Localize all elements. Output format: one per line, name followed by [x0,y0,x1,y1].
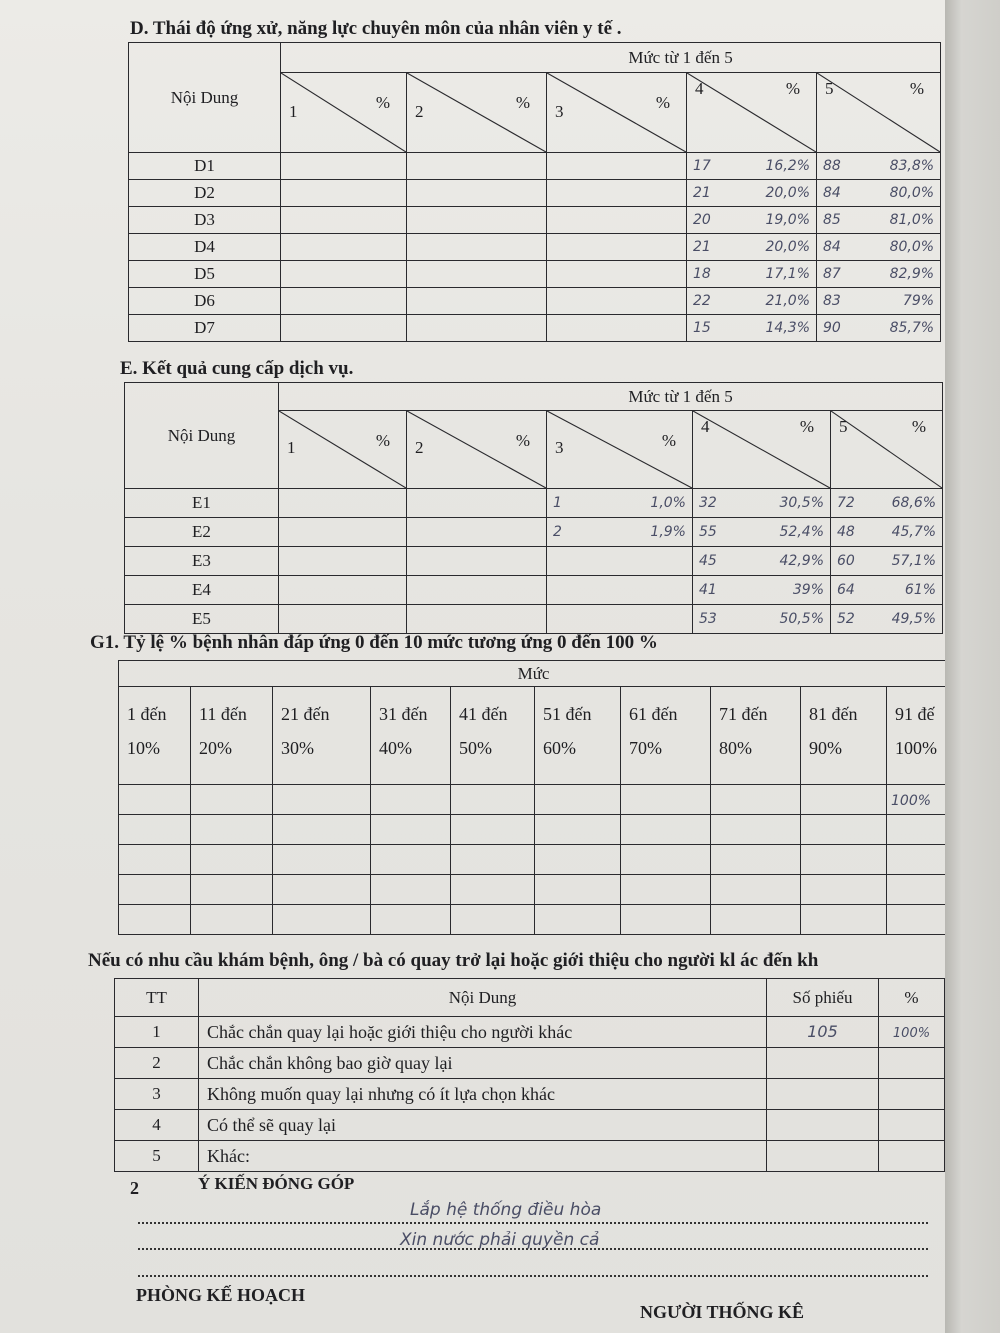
g1-range-top: 61 đến [629,704,678,724]
g1-cell [801,785,887,815]
return-row-text: Có thể sẽ quay lại [199,1110,767,1141]
d-row-label: D3 [129,207,281,234]
e-row [125,605,943,634]
g1-cell [621,785,711,815]
e-cell-5-percent: 68,6% [891,495,937,511]
return-row-tt: 4 [115,1110,199,1141]
e-cell-4-percent: 42,9% [779,553,824,569]
d-cell-4 [687,207,817,234]
g1-range-header [191,687,273,785]
d-row [129,315,941,342]
g1-cell [119,785,191,815]
g1-range-top: 31 đến [379,704,428,724]
e-cell-4-count: 53 [699,611,717,627]
e-cell-2 [407,489,547,518]
g1-range-bottom: 20% [199,738,232,758]
d-row [129,180,941,207]
e-cell-3 [547,489,693,518]
d-cell-5-count: 84 [823,185,841,201]
e-row [125,518,943,547]
g1-cell [801,875,887,905]
e-level-5-header: 5 % [831,411,943,489]
d-cell-5 [817,153,941,180]
d-cell-4 [687,288,817,315]
d-cell-5-percent: 79% [902,293,935,309]
return-row-pct [879,1110,945,1141]
return-row [115,1048,945,1079]
g1-cell [191,905,273,935]
g1-row [119,875,946,905]
g1-range-bottom: 10% [127,738,160,758]
e-cell-3 [547,518,693,547]
d-level-1-header: 1 % [281,73,407,153]
e-cell-4-percent: 52,4% [779,524,824,540]
return-row-tt: 3 [115,1079,199,1110]
d-cell-4-percent: 21,0% [765,293,810,309]
d-cell-4-percent: 19,0% [765,212,810,228]
g1-cell [621,815,711,845]
d-row-label: D5 [129,261,281,288]
e-cell-2 [407,605,547,634]
d-cell-5-percent: 80,0% [889,185,935,201]
e-row [125,547,943,576]
d-row-label: D2 [129,180,281,207]
e-cell-5 [831,489,943,518]
d-cell-1 [281,234,407,261]
return-row-tt: 1 [115,1017,199,1048]
g1-cell [191,845,273,875]
page-edge [945,0,1000,1333]
d-cell-2 [407,180,547,207]
g1-cell [273,905,371,935]
d-cell-5-percent: 83,8% [889,158,935,174]
g1-cell [273,785,371,815]
feedback-dotted-line-1 [138,1222,928,1224]
d-cell-1 [281,261,407,288]
d-cell-5 [817,207,941,234]
d-cell-5-percent: 82,9% [889,266,935,282]
d-cell-5-percent: 85,7% [889,320,935,336]
d-cell-4-percent: 16,2% [765,158,810,174]
return-row-tt: 5 [115,1141,199,1172]
d-scale-header: Mức từ 1 đến 5 [281,43,941,73]
e-cell-1 [279,605,407,634]
e-cell-4-percent: 50,5% [779,611,824,627]
e-row-label: E1 [125,489,279,518]
g1-cell [887,905,946,935]
g1-range-header [119,687,191,785]
d-cell-1 [281,207,407,234]
d-cell-3 [547,315,687,342]
e-cell-2 [407,576,547,605]
g1-row [119,785,946,815]
g1-range-top: 51 đến [543,704,592,724]
d-cell-4 [687,234,817,261]
d-cell-5-count: 84 [823,239,841,255]
return-row-count [767,1017,879,1048]
g1-range-bottom: 60% [543,738,576,758]
g1-cell [801,845,887,875]
d-level-2-header: 2 % [407,73,547,153]
d-cell-4-percent: 17,1% [765,266,810,282]
g1-range-bottom: 30% [281,738,314,758]
g1-range-top: 81 đến [809,704,858,724]
e-cell-4-count: 32 [699,495,717,511]
e-cell-4 [693,547,831,576]
e-row-label: E4 [125,576,279,605]
g1-range-bottom: 80% [719,738,752,758]
g1-row [119,905,946,935]
g1-cell [119,845,191,875]
d-cell-2 [407,234,547,261]
d-cell-5 [817,261,941,288]
g1-cell [711,905,801,935]
d-cell-3 [547,288,687,315]
g1-cell [621,875,711,905]
g1-cell [451,905,535,935]
d-cell-4-percent: 20,0% [765,239,810,255]
footer-planning-dept: PHÒNG KẾ HOẠCH [136,1285,306,1305]
g1-cell [711,845,801,875]
g1-cell [191,785,273,815]
d-row-label: D6 [129,288,281,315]
e-level-2-header: 2 % [407,411,547,489]
return-row-count-value: 105 [807,1022,838,1041]
e-cell-5-count: 60 [837,553,855,569]
d-cell-3 [547,153,687,180]
d-cell-2 [407,288,547,315]
g1-range-bottom: 50% [459,738,492,758]
e-cell-3-percent: 1,0% [650,495,686,511]
g1-cell [451,785,535,815]
d-row [129,234,941,261]
return-row-pct [879,1079,945,1110]
d-cell-3 [547,180,687,207]
e-cell-5 [831,518,943,547]
d-cell-3 [547,234,687,261]
g1-cell [191,815,273,845]
g1-cell [887,845,946,875]
d-cell-4-count: 20 [693,212,711,228]
d-cell-4 [687,315,817,342]
section-d-title: D. Thái độ ứng xử, năng lực chuyên môn của nhân viên y tế . [130,18,622,39]
d-cell-1 [281,153,407,180]
e-row [125,489,943,518]
d-cell-3 [547,261,687,288]
e-cell-4-percent: 30,5% [779,495,824,511]
return-row-count [767,1110,879,1141]
feedback-title: Ý KIẾN ĐÓNG GÓP [198,1174,355,1193]
d-cell-4 [687,153,817,180]
g1-cell [801,905,887,935]
g1-row [119,845,946,875]
e-row-label: E3 [125,547,279,576]
e-cell-5-count: 48 [837,524,855,540]
g1-cell [451,815,535,845]
g1-cell [711,815,801,845]
g1-cell [801,815,887,845]
d-cell-5 [817,288,941,315]
d-cell-5-percent: 80,0% [889,239,935,255]
d-cell-5-count: 85 [823,212,841,228]
return-row-count [767,1079,879,1110]
g1-cell [371,845,451,875]
return-row-pct-value: 100% [892,1026,931,1041]
return-tt-header: TT [115,979,199,1017]
g1-cell [535,875,621,905]
g1-cell [119,875,191,905]
e-level-1-header: 1 % [279,411,407,489]
d-cell-5-count: 83 [823,293,841,309]
e-cell-4-count: 41 [699,582,717,598]
d-cell-5 [817,234,941,261]
d-cell-5-count: 87 [823,266,841,282]
g1-cell [535,845,621,875]
d-row [129,153,941,180]
e-cell-5-count: 64 [837,582,855,598]
e-cell-4-count: 55 [699,524,717,540]
g1-cell [191,875,273,905]
e-cell-1 [279,518,407,547]
return-count-header: Số phiếu [767,979,879,1017]
return-row-pct [879,1017,945,1048]
g1-cell [887,875,946,905]
d-cell-1 [281,315,407,342]
g1-cell [535,815,621,845]
d-cell-4-count: 22 [693,293,711,309]
g1-cell [711,875,801,905]
section-return-table [114,978,945,1172]
g1-range-header [887,687,946,785]
d-cell-2 [407,207,547,234]
e-row-label: E5 [125,605,279,634]
e-cell-5 [831,576,943,605]
e-cell-3 [547,576,693,605]
g1-cell [535,785,621,815]
footer-statistician: NGƯỜI THỐNG KÊ [640,1302,805,1322]
e-cell-4 [693,605,831,634]
e-cell-5 [831,547,943,576]
d-cell-4 [687,180,817,207]
g1-range-top: 41 đến [459,704,508,724]
e-cell-3 [547,605,693,634]
e-cell-1 [279,547,407,576]
d-cell-4-percent: 14,3% [765,320,810,336]
g1-range-header [621,687,711,785]
d-cell-2 [407,261,547,288]
g1-cell [371,785,451,815]
d-content-header: Nội Dung [129,43,281,153]
g1-range-bottom: 40% [379,738,412,758]
e-cell-1 [279,489,407,518]
feedback-handwritten-2: Xin nước phải quyền cả [400,1230,600,1250]
g1-cell [119,815,191,845]
g1-row [119,815,946,845]
return-pct-header: % [879,979,945,1017]
g1-cell [887,815,946,845]
e-cell-5-count: 72 [837,495,855,511]
return-row-count [767,1141,879,1172]
section-g1-table [118,660,945,935]
d-cell-4-count: 18 [693,266,711,282]
g1-range-header [451,687,535,785]
g1-cell [887,785,946,815]
g1-range-top: 1 đến [127,704,167,724]
d-cell-5 [817,315,941,342]
g1-range-header [535,687,621,785]
d-cell-5-count: 88 [823,158,841,174]
e-cell-5-count: 52 [837,611,855,627]
d-cell-2 [407,315,547,342]
d-row-label: D1 [129,153,281,180]
g1-range-top: 11 đến [199,704,247,724]
e-cell-1 [279,576,407,605]
e-cell-4 [693,489,831,518]
d-row-label: D7 [129,315,281,342]
e-cell-2 [407,518,547,547]
return-row-text: Chắc chắn không bao giờ quay lại [199,1048,767,1079]
feedback-dotted-line-3 [138,1275,928,1277]
d-cell-3 [547,207,687,234]
return-row [115,1017,945,1048]
e-cell-5-percent: 57,1% [891,553,937,569]
section-return-title: Nếu có nhu cầu khám bệnh, ông / bà có quay trở lại hoặc giới thiệu cho người kl ác đến kh [88,950,819,971]
g1-cell [273,815,371,845]
g1-cell [451,845,535,875]
d-cell-5-count: 90 [823,320,841,336]
g1-range-bottom: 90% [809,738,842,758]
d-row [129,207,941,234]
d-row [129,288,941,315]
g1-range-header [273,687,371,785]
e-cell-4-percent: 39% [792,582,824,598]
d-cell-1 [281,288,407,315]
g1-range-bottom: 100% [895,738,937,758]
d-row [129,261,941,288]
section-d-table [128,42,941,342]
section-e-table [124,382,943,634]
e-content-header: Nội Dung [125,383,279,489]
e-cell-3-percent: 1,9% [650,524,686,540]
e-cell-3-count: 1 [553,495,562,511]
g1-range-header [801,687,887,785]
d-cell-4-percent: 20,0% [765,185,810,201]
return-row [115,1110,945,1141]
g1-cell [371,875,451,905]
return-row-text: Không muốn quay lại nhưng có ít lựa chọn khác [199,1079,767,1110]
d-level-4-header: 4 % [687,73,817,153]
d-level-3-header: 3 % [547,73,687,153]
g1-cell [535,905,621,935]
e-scale-header: Mức từ 1 đến 5 [279,383,943,411]
d-cell-4-count: 21 [693,185,711,201]
return-row-text: Khác: [199,1141,767,1172]
g1-level-header: Mức [119,661,946,687]
d-level-5-header: 5 % [817,73,941,153]
d-cell-1 [281,180,407,207]
e-row [125,576,943,605]
e-cell-5-percent: 45,7% [891,524,937,540]
g1-range-header [371,687,451,785]
e-cell-4-count: 45 [699,553,717,569]
e-row-label: E2 [125,518,279,547]
d-cell-5-percent: 81,0% [889,212,935,228]
e-level-3-header: 3 % [547,411,693,489]
e-cell-3-count: 2 [553,524,562,540]
d-cell-4-count: 21 [693,239,711,255]
return-row-pct [879,1141,945,1172]
return-row-count [767,1048,879,1079]
g1-cell [371,905,451,935]
e-cell-4 [693,576,831,605]
return-row-tt: 2 [115,1048,199,1079]
g1-cell [621,905,711,935]
feedback-number: 2 [130,1178,139,1198]
return-row-text: Chắc chắn quay lại hoặc giới thiệu cho người khác [199,1017,767,1048]
g1-cell [621,845,711,875]
e-cell-5 [831,605,943,634]
return-content-header: Nội Dung [199,979,767,1017]
g1-range-top: 71 đến [719,704,768,724]
section-e-title: E. Kết quả cung cấp dịch vụ. [120,358,354,379]
e-cell-4 [693,518,831,547]
g1-range-top: 21 đến [281,704,330,724]
e-cell-5-percent: 49,5% [891,611,937,627]
g1-cell [451,875,535,905]
section-g1-title: G1. Tỷ lệ % bệnh nhân đáp ứng 0 đến 10 mức tương ứng 0 đến 100 % [90,632,658,653]
d-row-label: D4 [129,234,281,261]
g1-cell [273,845,371,875]
return-row [115,1079,945,1110]
e-cell-3 [547,547,693,576]
g1-range-top: 91 đế [895,704,935,724]
g1-handwritten-100: 100% [891,792,932,809]
g1-cell [711,785,801,815]
g1-cell [371,815,451,845]
d-cell-2 [407,153,547,180]
g1-cell [273,875,371,905]
g1-cell [119,905,191,935]
e-cell-5-percent: 61% [904,582,937,598]
return-row-pct [879,1048,945,1079]
g1-range-bottom: 70% [629,738,662,758]
e-cell-2 [407,547,547,576]
d-cell-5 [817,180,941,207]
g1-range-header [711,687,801,785]
e-level-4-header: 4 % [693,411,831,489]
return-row [115,1141,945,1172]
d-cell-4 [687,261,817,288]
d-cell-4-count: 15 [693,320,711,336]
feedback-handwritten-1: Lắp hệ thống điều hòa [410,1200,602,1220]
d-cell-4-count: 17 [693,158,711,174]
